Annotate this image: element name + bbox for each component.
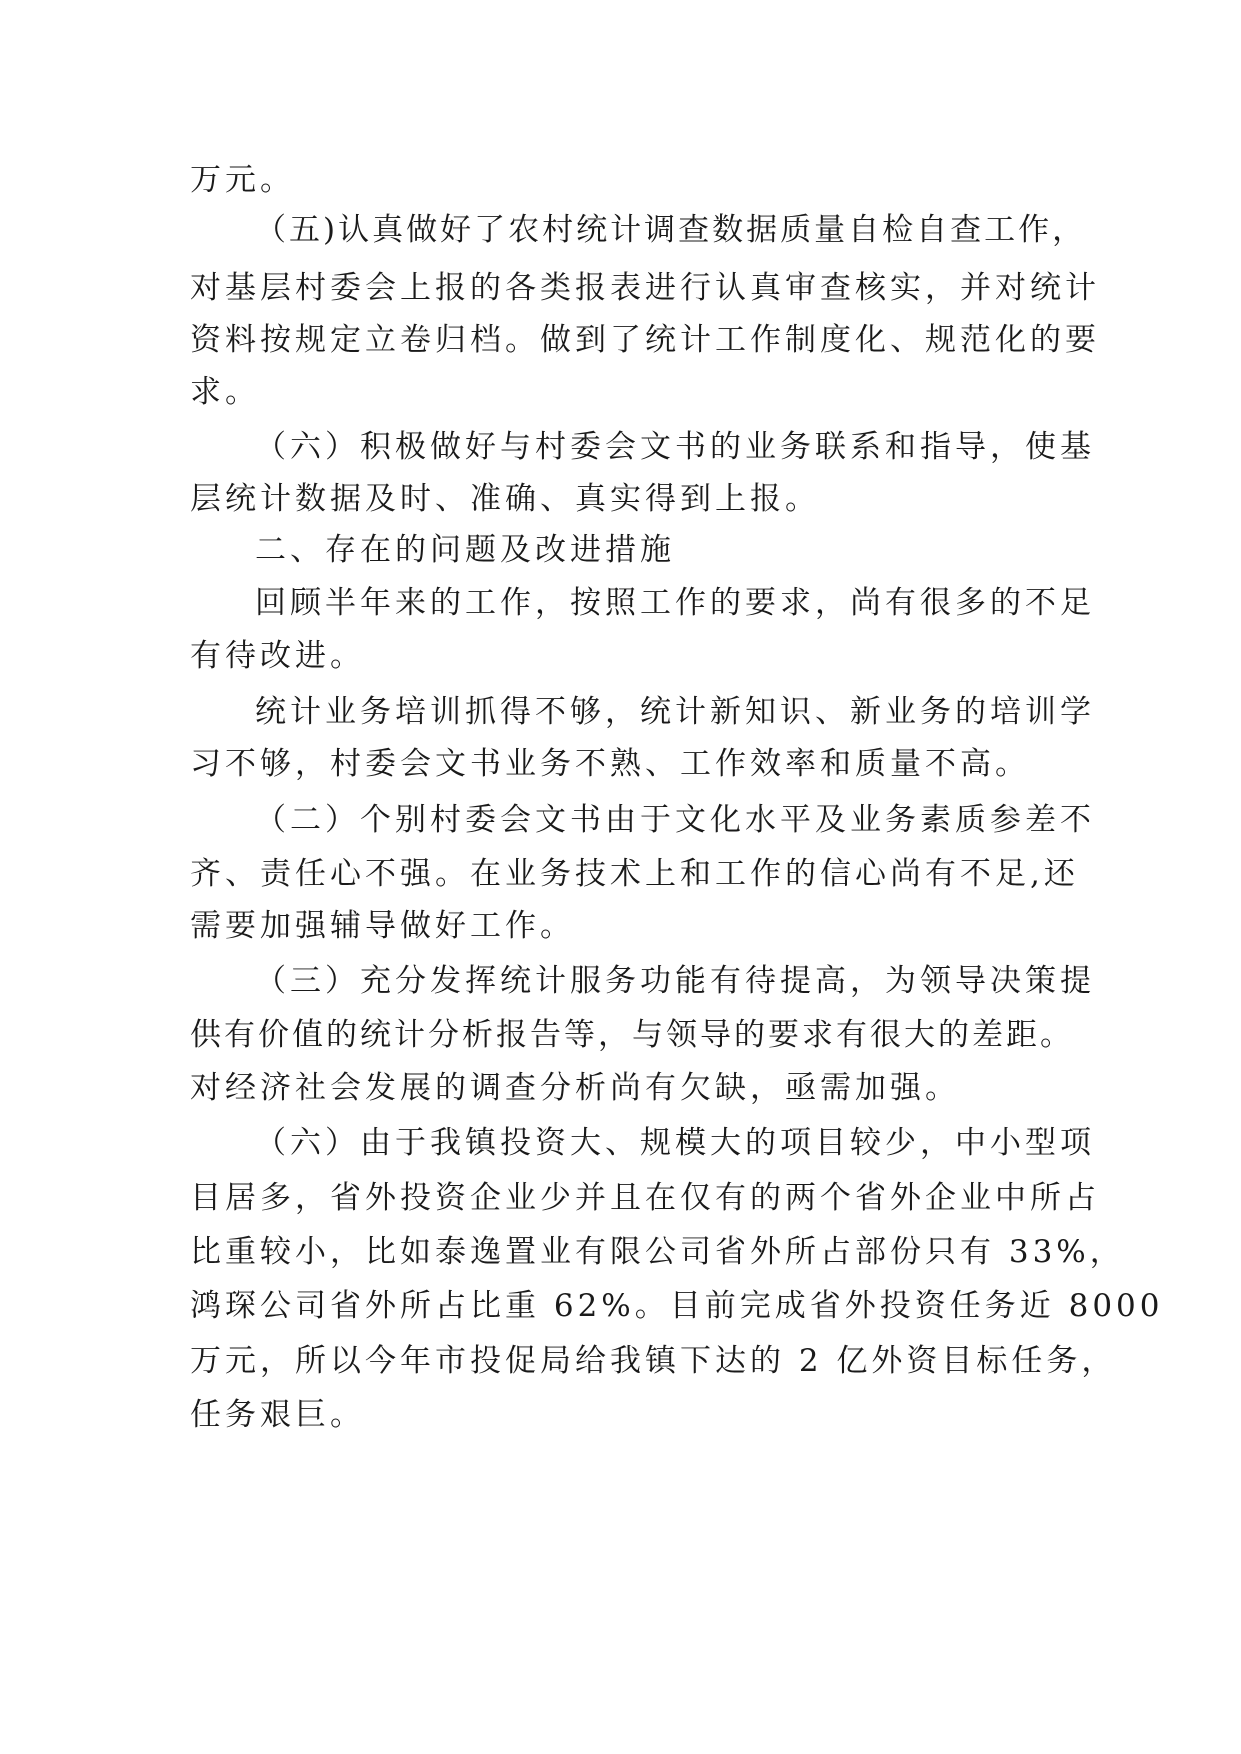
paragraph-line: （三）充分发挥统计服务功能有待提高，为领导决策提 xyxy=(255,963,1095,999)
paragraph-line: 资料按规定立卷归档。做到了统计工作制度化、规范化的要 xyxy=(190,322,1100,358)
paragraph-line: （六）由于我镇投资大、规模大的项目较少，中小型项 xyxy=(255,1125,1095,1161)
paragraph-line: 有待改进。 xyxy=(190,638,365,674)
paragraph-line: 万元，所以今年市投促局给我镇下达的 2 亿外资目标任务， xyxy=(190,1343,1117,1379)
paragraph-line: 对经济社会发展的调查分析尚有欠缺，亟需加强。 xyxy=(190,1070,960,1106)
paragraph-line: 回顾半年来的工作，按照工作的要求，尚有很多的不足 xyxy=(255,585,1095,621)
paragraph-line: 比重较小，比如泰逸置业有限公司省外所占部份只有 33%， xyxy=(190,1234,1125,1270)
paragraph-line: 求。 xyxy=(190,374,260,410)
section-heading: 二、存在的问题及改进措施 xyxy=(255,532,675,568)
paragraph-line: 万元。 xyxy=(190,162,295,198)
paragraph-line: （二）个别村委会文书由于文化水平及业务素质参差不 xyxy=(255,802,1095,838)
paragraph-line: 齐、责任心不强。在业务技术上和工作的信心尚有不足,还 xyxy=(190,856,1079,892)
paragraph-line: 层统计数据及时、准确、真实得到上报。 xyxy=(190,481,820,517)
paragraph-line: 统计业务培训抓得不够，统计新知识、新业务的培训学 xyxy=(255,694,1095,730)
paragraph-line: 对基层村委会上报的各类报表进行认真审查核实，并对统计 xyxy=(190,270,1100,306)
paragraph-line: 供有价值的统计分析报告等，与领导的要求有很大的差距。 xyxy=(190,1017,1074,1053)
paragraph-line: 鸿琛公司省外所占比重 62%。目前完成省外投资任务近 8000 xyxy=(190,1288,1164,1324)
paragraph-line: 任务艰巨。 xyxy=(190,1397,365,1433)
paragraph-line: 目居多，省外投资企业少并且在仅有的两个省外企业中所占 xyxy=(190,1180,1100,1216)
paragraph-line: （六）积极做好与村委会文书的业务联系和指导，使基 xyxy=(255,429,1095,465)
paragraph-line: 习不够，村委会文书业务不熟、工作效率和质量不高。 xyxy=(190,746,1030,782)
paragraph-line: 需要加强辅导做好工作。 xyxy=(190,908,575,944)
paragraph-line: （五)认真做好了农村统计调查数据质量自检自查工作， xyxy=(255,212,1087,248)
